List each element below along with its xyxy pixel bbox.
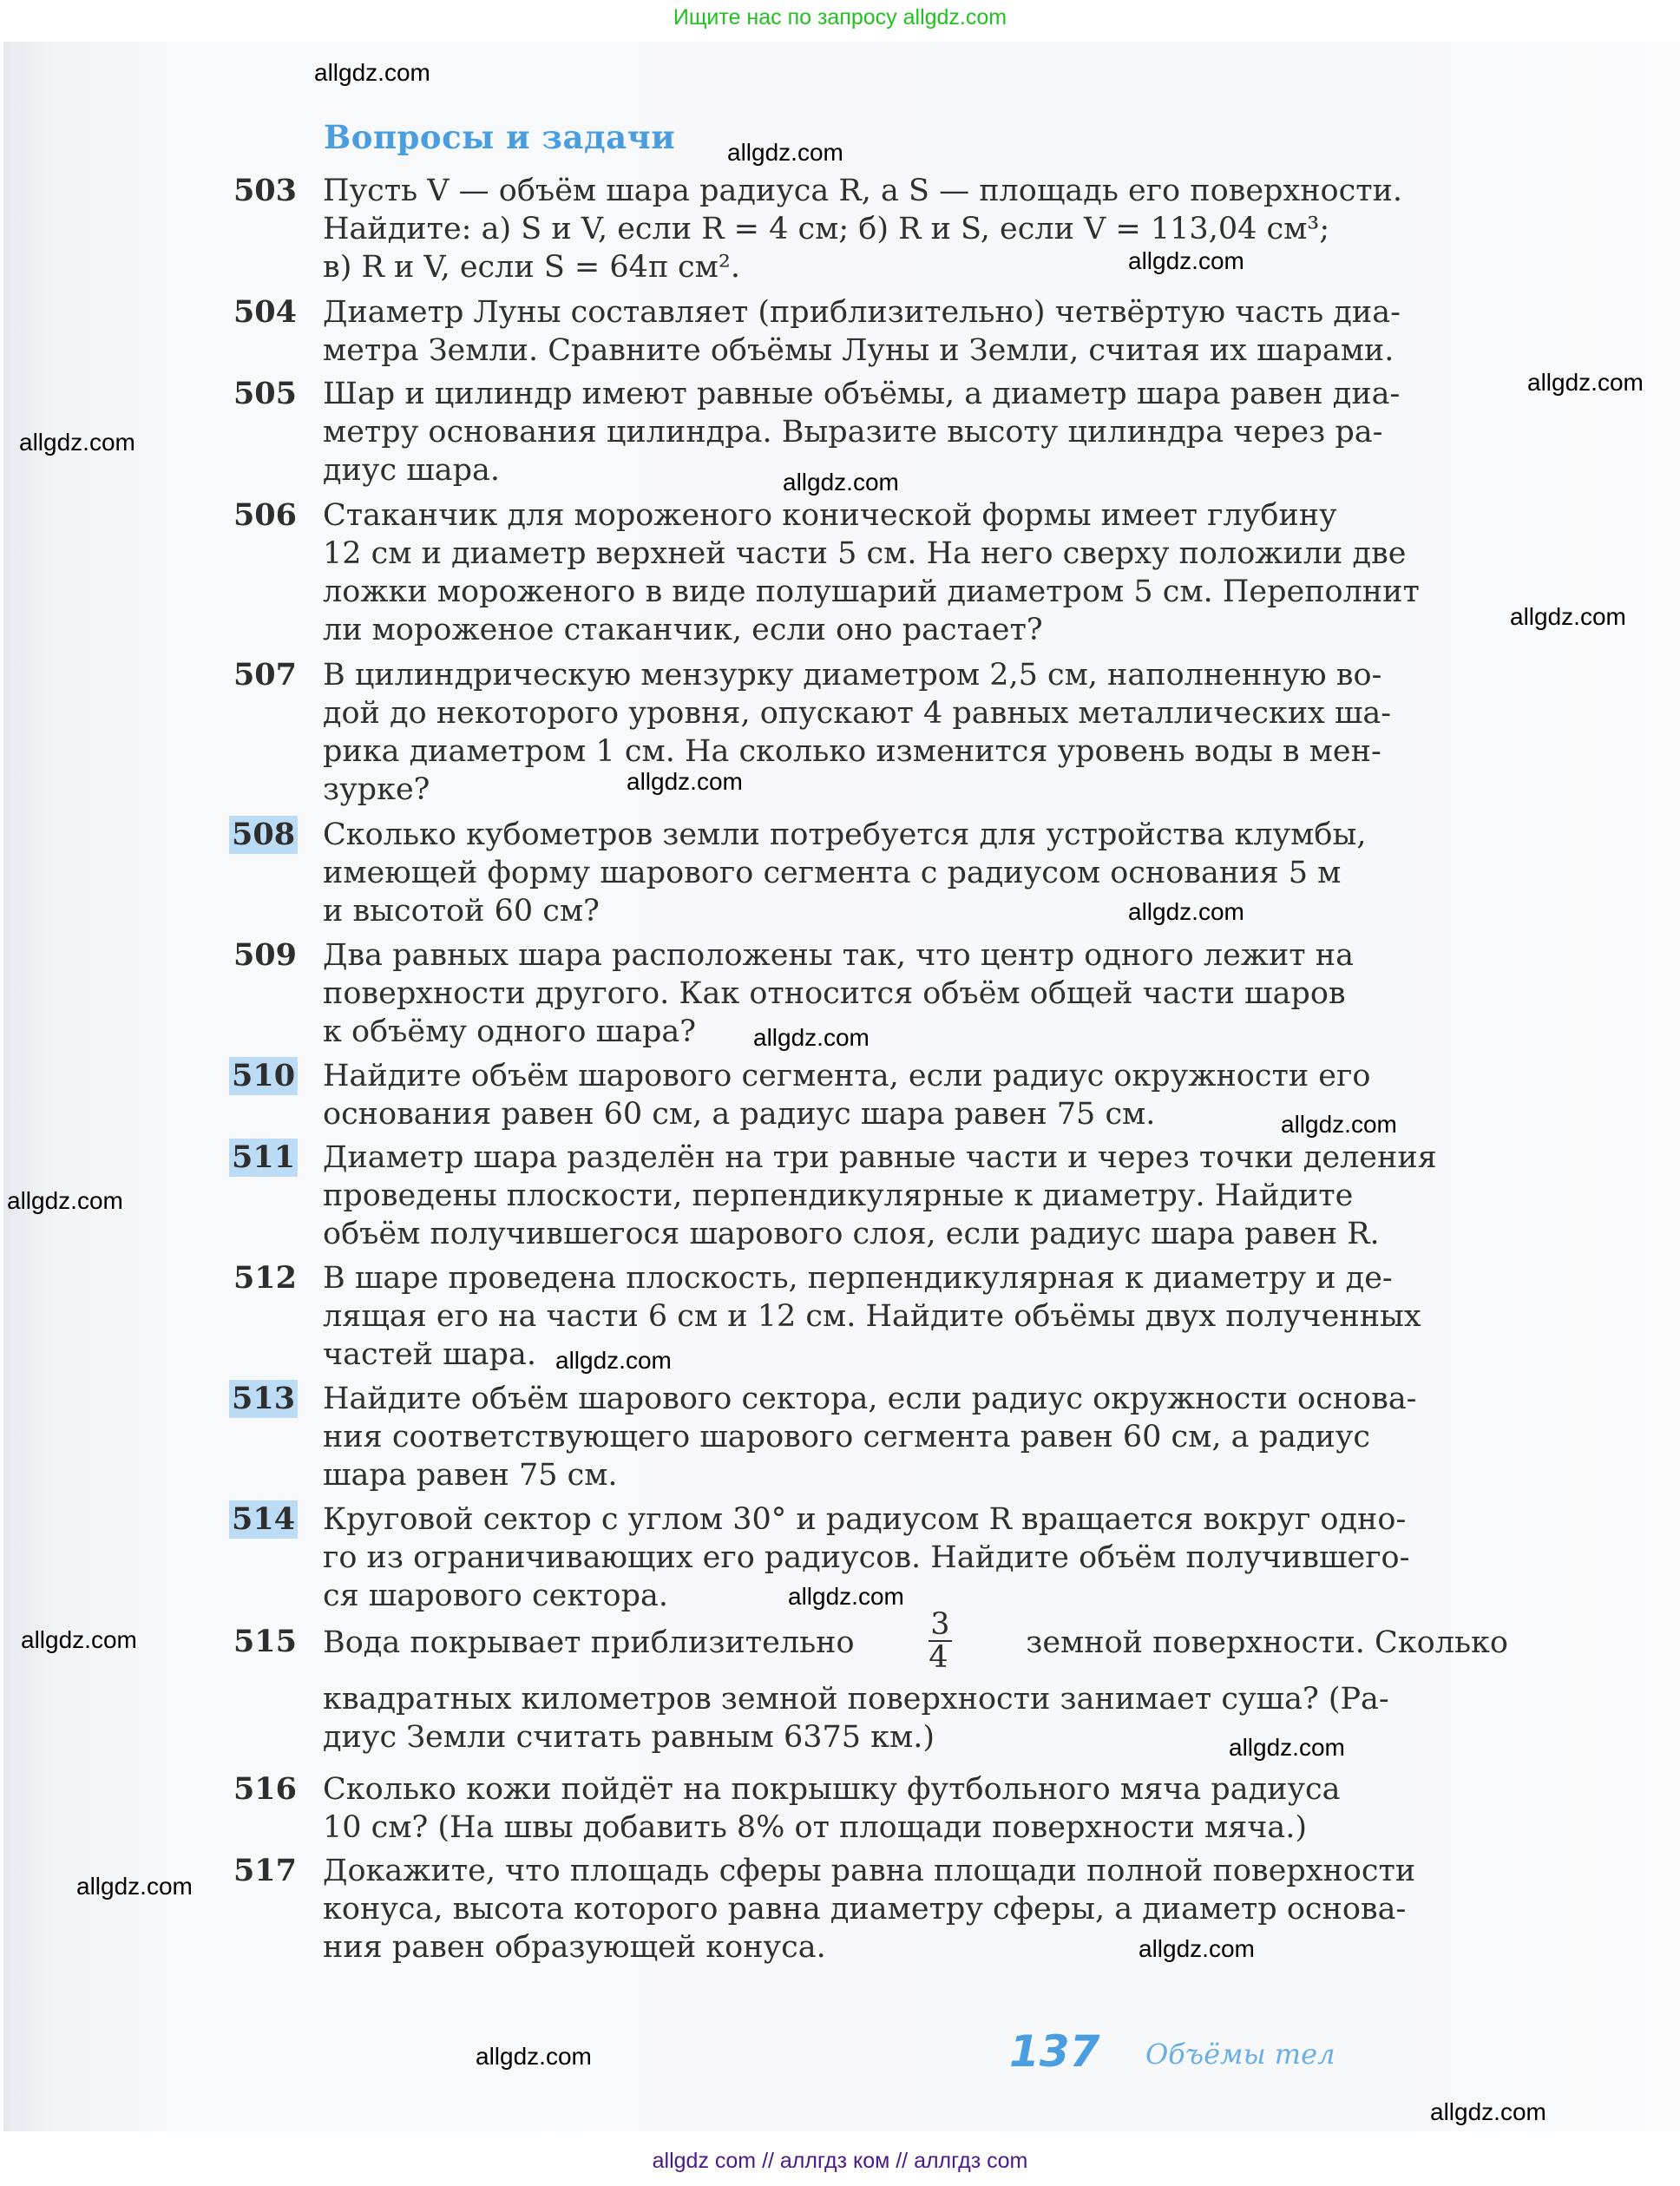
- task-text: Диаметр шара разделён на три равные части и через точки деления проведены плоскости, перпендикулярные к диаметру. Найдите объём получившегося шарового слоя, если радиус шара равен R.: [323, 1140, 1437, 1251]
- watermark: allgdz.com: [476, 2043, 592, 2070]
- task-text: Найдите объём шарового сегмента, если радиус окружности его основания равен 60 см, а радиус шара равен 75 см.: [323, 1059, 1371, 1132]
- task-text: В шаре проведена плоскость, перпендикулярная к диаметру и де- лящая его на части 6 см и 12 см. Найдите объёмы двух полученных частей шара.: [323, 1261, 1421, 1372]
- task-text: Докажите, что площадь сферы равна площади полной поверхности конуса, высота которого равна диаметру сферы, а диаметр основа- ния равен образующей конуса.: [323, 1854, 1416, 1965]
- task-number: 516: [233, 1771, 297, 1807]
- chapter-title: Объёмы тел: [1145, 2038, 1335, 2071]
- watermark: allgdz.com: [1128, 247, 1244, 274]
- watermark: allgdz.com: [1430, 2098, 1546, 2125]
- watermark: allgdz.com: [1527, 369, 1644, 396]
- task-text: Сколько кубометров земли потребуется для устройства клумбы, имеющей форму шарового сегмента с радиусом основания 5 м и высотой 60 см?: [323, 817, 1367, 929]
- watermark: allgdz.com: [1510, 603, 1626, 630]
- task-text: Диаметр Луны составляет (приблизительно) четвёртую часть диа- метра Земли. Сравните объёмы Луны и Земли, считая их шарами.: [323, 295, 1401, 368]
- task-text: Сколько кожи пойдёт на покрышку футбольного мяча радиуса 10 см? (На швы добавить 8% от площади поверхности мяча.): [323, 1772, 1341, 1845]
- task-number-highlighted: 511: [229, 1139, 298, 1177]
- watermark: allgdz.com: [1139, 1935, 1255, 1962]
- task-number: 506: [233, 497, 297, 533]
- task-text: Вода покрывает приблизительно $\frac{3}{4}$ земной поверхности. Сколько квадратных километров земной поверхности занимает суша? (Ра- диус Земли считать равным 6375 км.): [323, 1607, 1508, 1755]
- task-number: 517: [233, 1853, 297, 1888]
- top-banner: Ищите нас по запросу allgdz.com: [673, 5, 1007, 30]
- task-number: 515: [233, 1624, 297, 1659]
- task-text: Два равных шара расположены так, что центр одного лежит на поверхности другого. Как относится объём общей части шаров к объёму одного шара?: [323, 938, 1354, 1049]
- watermark: allgdz.com: [555, 1347, 672, 1374]
- watermark: allgdz.com: [1229, 1734, 1345, 1761]
- watermark: allgdz.com: [788, 1583, 904, 1610]
- task-number-highlighted: 508: [229, 816, 298, 854]
- bottom-banner: allgdz com // аллгдз ком // аллгдз com: [652, 2149, 1028, 2173]
- task-number: 509: [233, 937, 297, 973]
- fraction-three-quarters: $\frac{3}{4}$: [929, 1607, 950, 1675]
- task-text: Пусть V — объём шара радиуса R, а S — площадь его поверхности. Найдите: а) S и V, если R = 4 см; б) R и S, если V = 113,04 см³; в) R и V, если S = 64π см².: [323, 174, 1403, 285]
- watermark: allgdz.com: [1281, 1111, 1397, 1138]
- watermark: allgdz.com: [314, 59, 430, 86]
- task-number: 512: [233, 1260, 297, 1296]
- task-text: Найдите объём шарового сектора, если радиус окружности основа- ния соответствующего шарового сегмента равен 60 см, а радиус шара равен 75 см.: [323, 1382, 1417, 1493]
- task-number: 504: [233, 294, 297, 330]
- task-text: Шар и цилиндр имеют равные объёмы, а диаметр шара равен диа- метру основания цилиндра. Выразите высоту цилиндра через ра- диус шара.: [323, 377, 1401, 488]
- watermark: allgdz.com: [627, 768, 743, 795]
- task-text: В цилиндрическую мензурку диаметром 2,5 см, наполненную во- дой до некоторого уровня, опускают 4 равных металлических ша- рика диаметром 1 см. На сколько изменится уровень воды в мен- зурке?: [323, 658, 1392, 807]
- watermark: allgdz.com: [753, 1024, 870, 1051]
- watermark: allgdz.com: [1128, 898, 1244, 925]
- task-number-highlighted: 514: [229, 1500, 298, 1539]
- task-text: Стаканчик для мороженого конической формы имеет глубину 12 см и диаметр верхней части 5 см. На него сверху положили две ложки мороженого в виде полушарий диаметром 5 см. Переполнит ли мороженое стаканчик, если оно растает?: [323, 498, 1420, 647]
- watermark: allgdz.com: [727, 139, 843, 166]
- task-number: 503: [233, 173, 297, 208]
- task-number: 505: [233, 376, 297, 411]
- task-number-highlighted: 513: [229, 1380, 298, 1418]
- page-number: 137: [1009, 2026, 1100, 2077]
- watermark: allgdz.com: [76, 1873, 193, 1900]
- watermark: allgdz.com: [7, 1187, 123, 1214]
- section-title: Вопросы и задачи: [324, 118, 676, 156]
- watermark: allgdz.com: [19, 429, 135, 456]
- task-number-highlighted: 510: [229, 1057, 298, 1095]
- watermark: allgdz.com: [21, 1626, 137, 1653]
- watermark: allgdz.com: [783, 469, 899, 496]
- task-number: 507: [233, 657, 297, 693]
- task-text: Круговой сектор с углом 30° и радиусом R вращается вокруг одно- го из ограничивающих его радиусов. Найдите объём получившего- ся шарового сектора.: [323, 1502, 1410, 1613]
